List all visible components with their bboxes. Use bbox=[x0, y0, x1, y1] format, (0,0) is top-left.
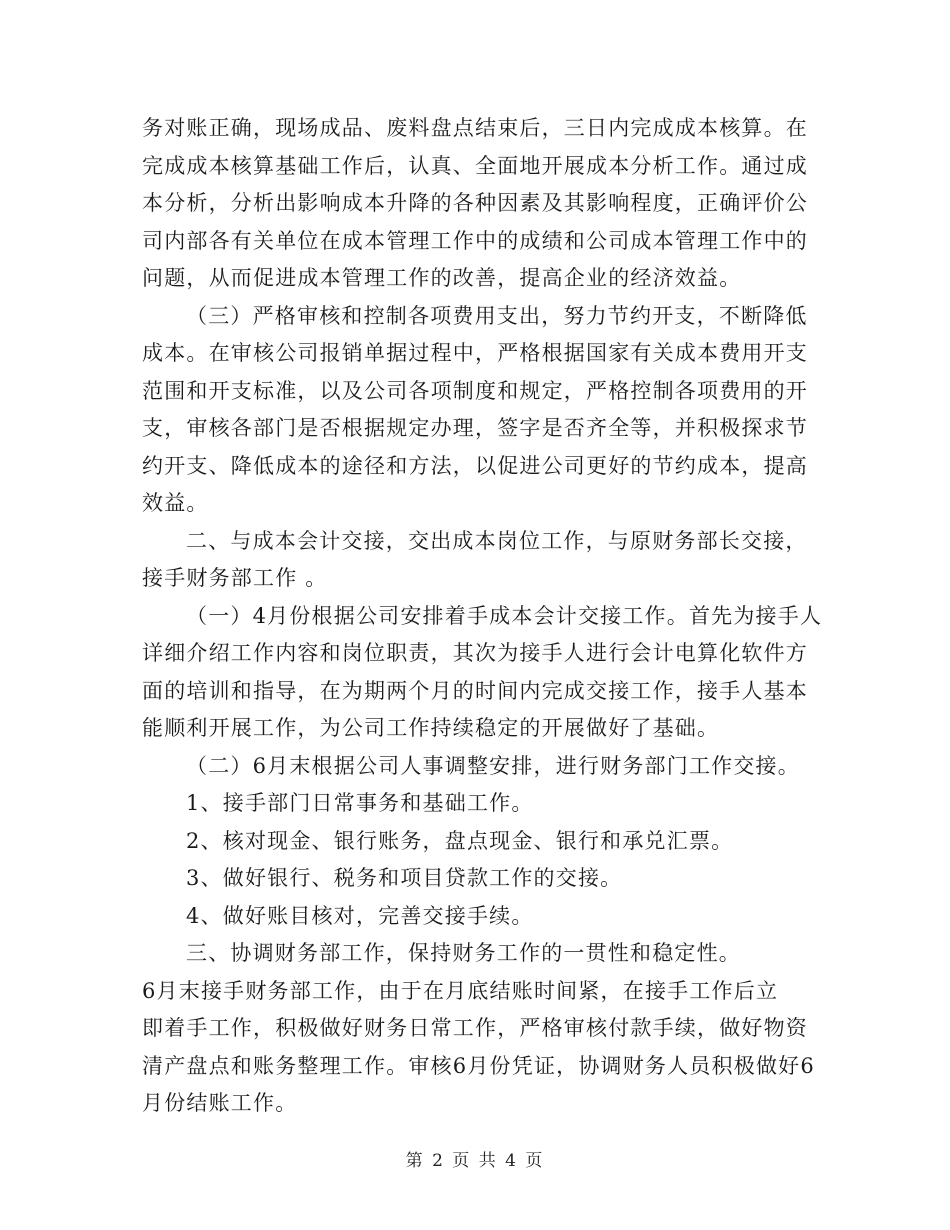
text-line: 清产盘点和账务整理工作。审核6月份凭证，协调财务人员积极做好6 bbox=[142, 1054, 815, 1078]
text-line: 二、与成本会计交接，交出成本岗位工作，与原财务部长交接， bbox=[186, 529, 808, 553]
text-line: 1、接手部门日常事务和基础工作。 bbox=[186, 791, 534, 815]
text-line: （一）4月份根据公司安排着手成本会计交接工作。首先为接手人 bbox=[186, 604, 823, 628]
page-footer: 第 2 页 共 4 页 bbox=[405, 1151, 545, 1171]
text-line: 完成成本核算基础工作后，认真、全面地开展成本分析工作。通过成 bbox=[142, 154, 808, 178]
text-line: 成本。在审核公司报销单据过程中，严格根据国家有关成本费用开支 bbox=[142, 341, 808, 365]
text-line: 接手财务部工作 。 bbox=[142, 566, 328, 590]
text-line: 3、做好银行、税务和项目贷款工作的交接。 bbox=[186, 866, 623, 890]
text-line: 4、做好账目核对，完善交接手续。 bbox=[186, 904, 534, 928]
text-line: （三）严格审核和控制各项费用支出，努力节约开支，不断降低 bbox=[186, 304, 808, 328]
text-line: 效益。 bbox=[142, 491, 209, 515]
text-line: 能顺利开展工作，为公司工作持续稳定的开展做好了基础。 bbox=[142, 716, 720, 740]
text-line: 司内部各有关单位在成本管理工作中的成绩和公司成本管理工作中的 bbox=[142, 229, 808, 253]
text-line: 即着手工作，积极做好财务日常工作，严格审核付款手续，做好物资 bbox=[142, 1016, 808, 1040]
text-line: 务对账正确，现场成品、废料盘点结束后，三日内完成成本核算。在 bbox=[142, 116, 808, 140]
text-line: 2、核对现金、银行账务，盘点现金、银行和承兑汇票。 bbox=[186, 829, 734, 853]
text-line: 约开支、降低成本的途径和方法，以促进公司更好的节约成本，提高 bbox=[142, 454, 808, 478]
text-line: 三、协调财务部工作，保持财务工作的一贯性和稳定性。 bbox=[186, 941, 741, 965]
text-line: 月份结账工作。 bbox=[142, 1091, 298, 1115]
text-line: 6月末接手财务部工作，由于在月底结账时间紧，在接手工作后立 bbox=[142, 979, 779, 1003]
text-line: 本分析，分析出影响成本升降的各种因素及其影响程度，正确评价公 bbox=[142, 191, 808, 215]
text-line: （二）6月末根据公司人事调整安排，进行财务部门工作交接。 bbox=[186, 754, 800, 778]
text-line: 问题，从而促进成本管理工作的改善，提高企业的经济效益。 bbox=[142, 266, 742, 290]
text-line: 详细介绍工作内容和岗位职责，其次为接手人进行会计电算化软件方 bbox=[142, 641, 808, 665]
text-line: 范围和开支标准，以及公司各项制度和规定，严格控制各项费用的开 bbox=[142, 379, 808, 403]
text-line: 面的培训和指导，在为期两个月的时间内完成交接工作，接手人基本 bbox=[142, 679, 808, 703]
text-line: 支，审核各部门是否根据规定办理，签字是否齐全等，并积极探求节 bbox=[142, 416, 808, 440]
